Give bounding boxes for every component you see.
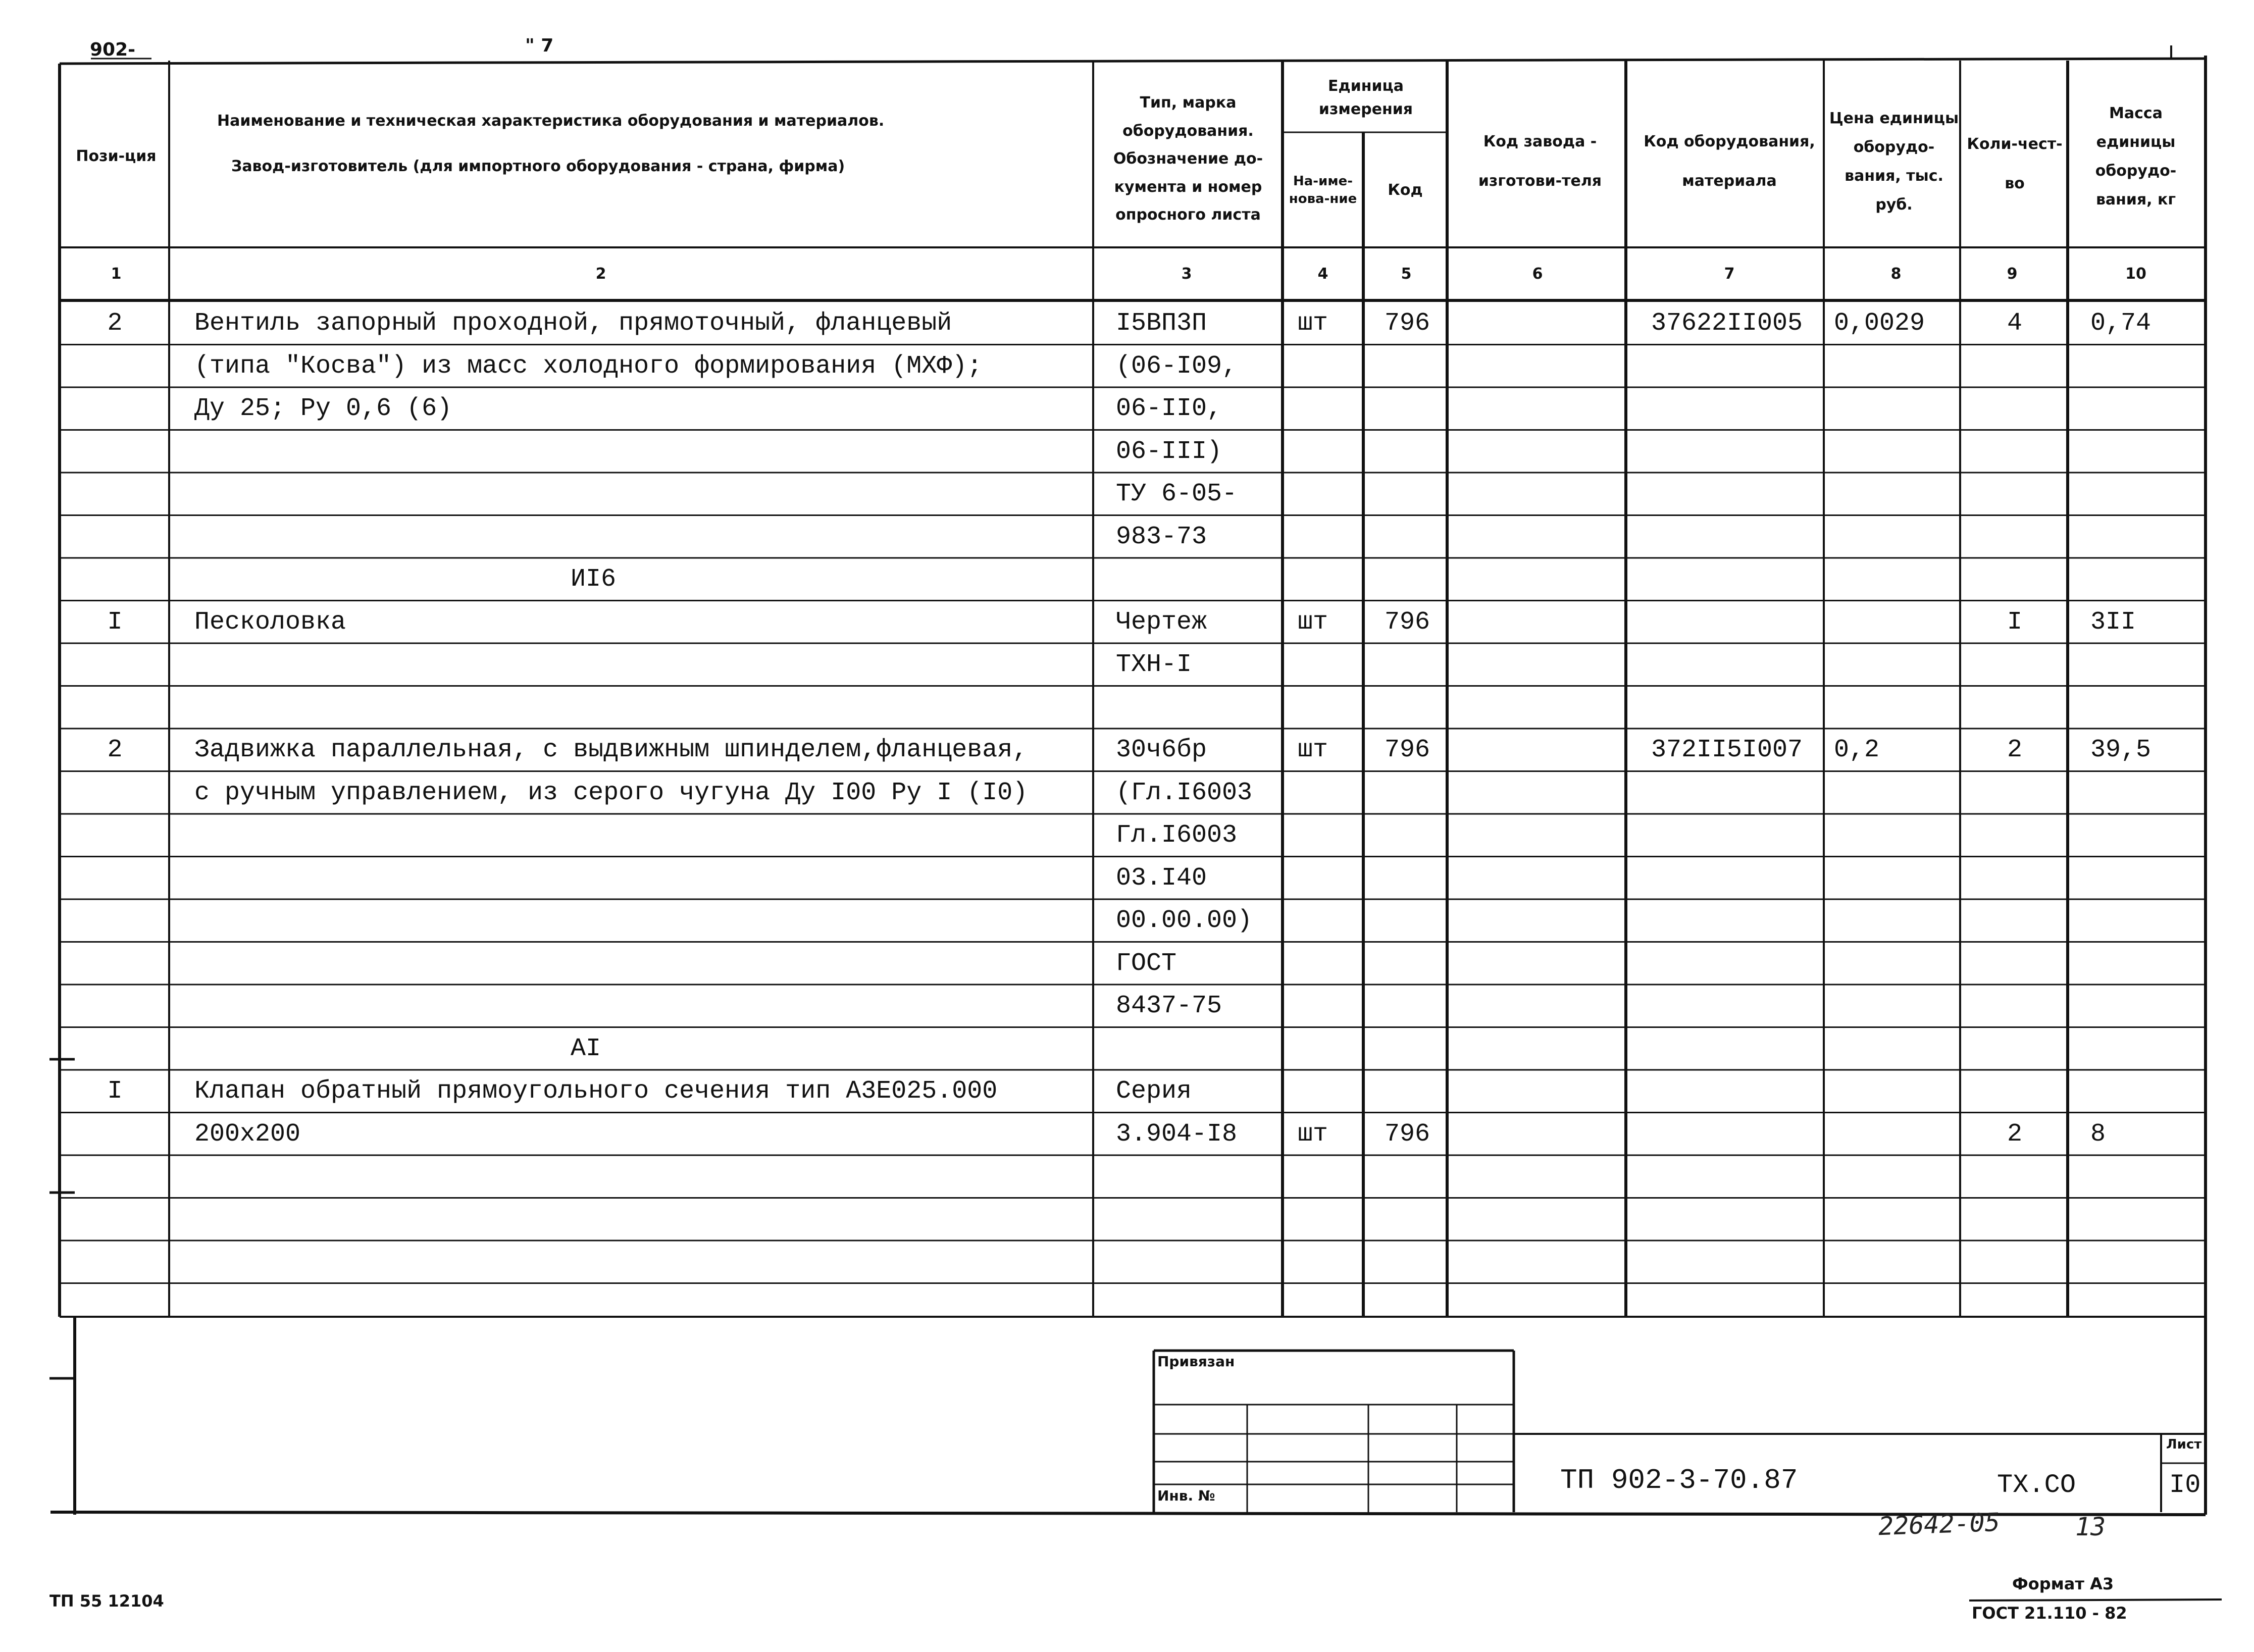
cell-type: ТУ 6-05- — [1116, 480, 1238, 508]
cell-type: 30ч6бр — [1116, 736, 1207, 764]
col-number: 8 — [1890, 265, 1902, 283]
cell-mass: 0,74 — [2090, 309, 2151, 338]
cell-type: I5ВП3П — [1116, 309, 1207, 338]
handwritten-page: 13 — [2075, 1512, 2106, 1541]
col-number: 7 — [1724, 265, 1735, 283]
cell-code: 796 — [1385, 1119, 1430, 1149]
cell-qty: 4 — [2007, 309, 2022, 338]
cell-qty: 2 — [2007, 1119, 2022, 1149]
cell-equip: 372II5I007 — [1651, 736, 1803, 764]
cell-pos: 2 — [107, 736, 123, 764]
cell-price: 0,0029 — [1834, 309, 1925, 338]
col-number: 10 — [2125, 265, 2146, 283]
header-position: Пози-ция — [76, 147, 157, 165]
cell-type: ГОСТ — [1116, 949, 1177, 978]
cell-name: с ручным управлением, из серого чугуна Ду I00 Ру I (I0) — [194, 778, 1028, 807]
cell-name: Клапан обратный прямоугольного сечения тип А3Е025.000 — [194, 1077, 998, 1106]
cell-type: 00.00.00) — [1116, 906, 1253, 935]
cell-pos: 2 — [107, 309, 123, 338]
footer-left-code: ТП 55 12104 — [49, 1591, 164, 1611]
handwritten-number: 22642-05 — [1878, 1507, 2001, 1541]
cell-pos: I — [107, 1077, 123, 1106]
stamp-sheet-label: Лист — [2166, 1437, 2202, 1452]
cell-name: Задвижка параллельная, с выдвижным шпинделем,фланцевая, — [194, 736, 1028, 764]
cell-type: ТХН-I — [1116, 650, 1192, 679]
header-unit-code: Код — [1388, 181, 1423, 199]
top-fragment-mid: " 7 — [525, 35, 554, 56]
cell-type: 06-II0, — [1116, 394, 1222, 423]
header-unit: Единица измерения — [1318, 77, 1413, 118]
cell-name: Вентиль запорный проходной, прямоточный, фланцевый — [194, 309, 952, 338]
cell-qty: 2 — [2007, 736, 2022, 764]
cell-qty: I — [2007, 607, 2022, 637]
cell-code: 796 — [1385, 736, 1430, 764]
cell-type: Чертеж — [1116, 607, 1207, 637]
stamp-doc-number: ТП 902-3-70.87 — [1560, 1464, 1798, 1496]
cell-name: Песколовка — [194, 607, 346, 637]
cell-mass: 3II — [2090, 607, 2136, 637]
header-price: Цена единицы оборудо-вания, тыс. руб. — [1829, 110, 1959, 214]
col-number: 3 — [1181, 265, 1192, 283]
cell-type: 8437-75 — [1116, 992, 1222, 1020]
stamp-inv: Инв. № — [1157, 1487, 1215, 1504]
cell-unit: шт — [1298, 1119, 1328, 1149]
cell-type: Серия — [1116, 1077, 1192, 1106]
cell-mass: 8 — [2090, 1119, 2106, 1149]
cell-mass: 39,5 — [2090, 736, 2151, 764]
header-mass: Масса единицы оборудо-вания, кг — [2095, 105, 2177, 209]
footer-format: Формат А3 — [2012, 1574, 2114, 1593]
cell-name: Ду 25; Ру 0,6 (6) — [194, 394, 452, 423]
cell-unit: шт — [1298, 309, 1328, 338]
header-quantity: Коли-чест-во — [1967, 135, 2063, 192]
header-name-line1: Наименование и техническая характеристика оборудования и материалов. — [217, 112, 885, 130]
col-number: 1 — [111, 265, 122, 283]
cell-pos: I — [107, 607, 123, 637]
col-number: 9 — [2007, 265, 2018, 283]
cell-type: 983-73 — [1116, 522, 1207, 551]
cell-type: Гл.I6003 — [1116, 821, 1238, 850]
cell-price: 0,2 — [1834, 736, 1880, 764]
header-type: Тип, марка оборудования. Обозначение до-кумента и номер опросного листа — [1113, 94, 1263, 224]
footer-gost: ГОСТ 21.110 - 82 — [1972, 1604, 2127, 1623]
section-heading: ИI6 — [571, 565, 617, 594]
cell-equip: 37622II005 — [1651, 309, 1803, 338]
stamp-sheet-code: ТХ.СО — [1997, 1470, 2076, 1500]
cell-name: 200х200 — [194, 1119, 301, 1149]
col-number: 4 — [1317, 265, 1328, 283]
col-number: 6 — [1532, 265, 1543, 283]
cell-type: 03.I40 — [1116, 863, 1207, 893]
header-factory-code: Код завода - изготови-теля — [1478, 133, 1602, 190]
stamp-privyazan: Привязан — [1157, 1353, 1235, 1370]
cell-type: 06-III) — [1116, 437, 1222, 466]
stamp-sheet-number: I0 — [2169, 1470, 2201, 1500]
col-number: 2 — [595, 265, 606, 283]
cell-type: 3.904-I8 — [1116, 1119, 1238, 1149]
section-heading: АI — [571, 1034, 601, 1063]
top-fragment-left: 902- — [90, 39, 136, 60]
cell-code: 796 — [1385, 607, 1430, 637]
cell-type: (Гл.I6003 — [1116, 778, 1253, 807]
cell-name: (типа "Косва") из масс холодного формирования (МХФ); — [194, 351, 983, 381]
cell-unit: шт — [1298, 607, 1328, 637]
header-equipment-code: Код оборудования, материала — [1644, 133, 1815, 190]
cell-type: (06-I09, — [1116, 351, 1238, 381]
header-name-line2: Завод-изготовитель (для импортного оборудования - страна, фирма) — [231, 158, 845, 175]
cell-code: 796 — [1385, 309, 1430, 338]
col-number: 5 — [1401, 265, 1412, 283]
header-unit-name: На-име-нова-ние — [1289, 173, 1357, 206]
cell-unit: шт — [1298, 736, 1328, 764]
